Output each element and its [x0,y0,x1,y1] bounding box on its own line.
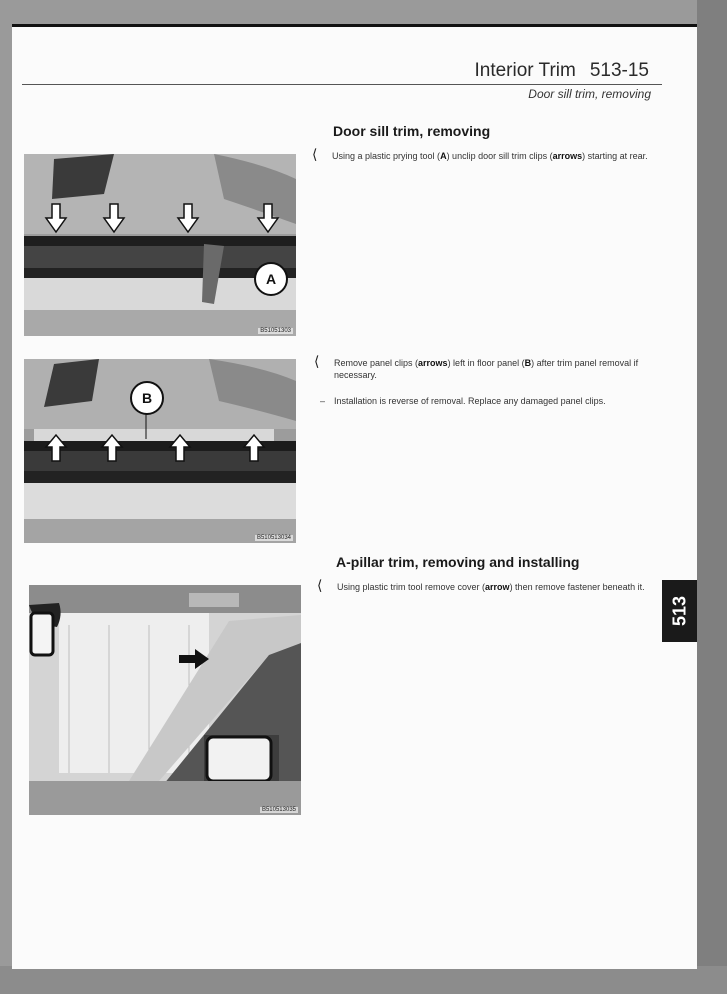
step-text: ) then remove fastener beneath it. [509,582,645,592]
photo-id-label: B510513034 [256,535,291,541]
pointer-arrow-icon: ⟨ [314,353,320,369]
step-text: ) starting at rear. [582,151,648,161]
callout-b: B [130,381,164,415]
step-text: Using a plastic prying tool ( [332,151,441,161]
header-rule [22,84,662,85]
photo-id-label: B51051303 [260,328,291,334]
dash-bullet: – [320,396,326,406]
step-text: Remove panel clips ( [334,358,419,368]
section-heading-a-pillar: A-pillar trim, removing and installing [336,554,580,570]
chapter-tab [662,580,697,642]
page-header-title [474,60,649,82]
header-section-number: 513-15 [589,60,649,81]
step-panel-clips [314,353,656,381]
header-title-text: Interior Trim [474,60,576,81]
step-a-pillar [317,577,657,593]
pointer-arrow-icon: ⟨ [312,146,318,162]
a-pillar-illustration [29,585,301,815]
scan-border-top [0,0,727,24]
step-note-installation [320,395,664,407]
callout-a: A [254,262,288,296]
pointer-arrow-icon: ⟨ [317,577,323,593]
door-sill-illustration [24,154,296,336]
step-arrows-label: arrows [418,358,448,368]
step-text: ) left in floor panel ( [447,358,525,368]
photo-door-sill-clips [24,154,296,336]
note-text: Installation is reverse of removal. Replace any damaged panel clips. [334,396,606,406]
step-text: ) after trim panel removal if necessary. [334,358,639,380]
manual-page [12,24,697,969]
page-header-subtitle: Door sill trim, removing [528,87,651,101]
scan-border-left [0,0,12,994]
step-arrows-label: arrows [552,151,583,161]
section-heading-door-sill: Door sill trim, removing [333,123,491,139]
step-door-sill [312,146,652,162]
step-tool-label: A [440,151,447,161]
scan-border-bottom [0,966,727,994]
photo-id-label: B510513035 [261,807,296,813]
step-text: Using plastic trim tool remove cover ( [337,582,486,592]
step-text: ) unclip door sill trim clips ( [446,151,553,161]
photo-panel-clips [24,359,296,543]
step-arrow-label: arrow [485,582,510,592]
chapter-tab-label: 513 [669,595,689,627]
photo-a-pillar [29,585,301,815]
step-panel-label: B [524,358,532,368]
scan-border-right [697,0,727,994]
